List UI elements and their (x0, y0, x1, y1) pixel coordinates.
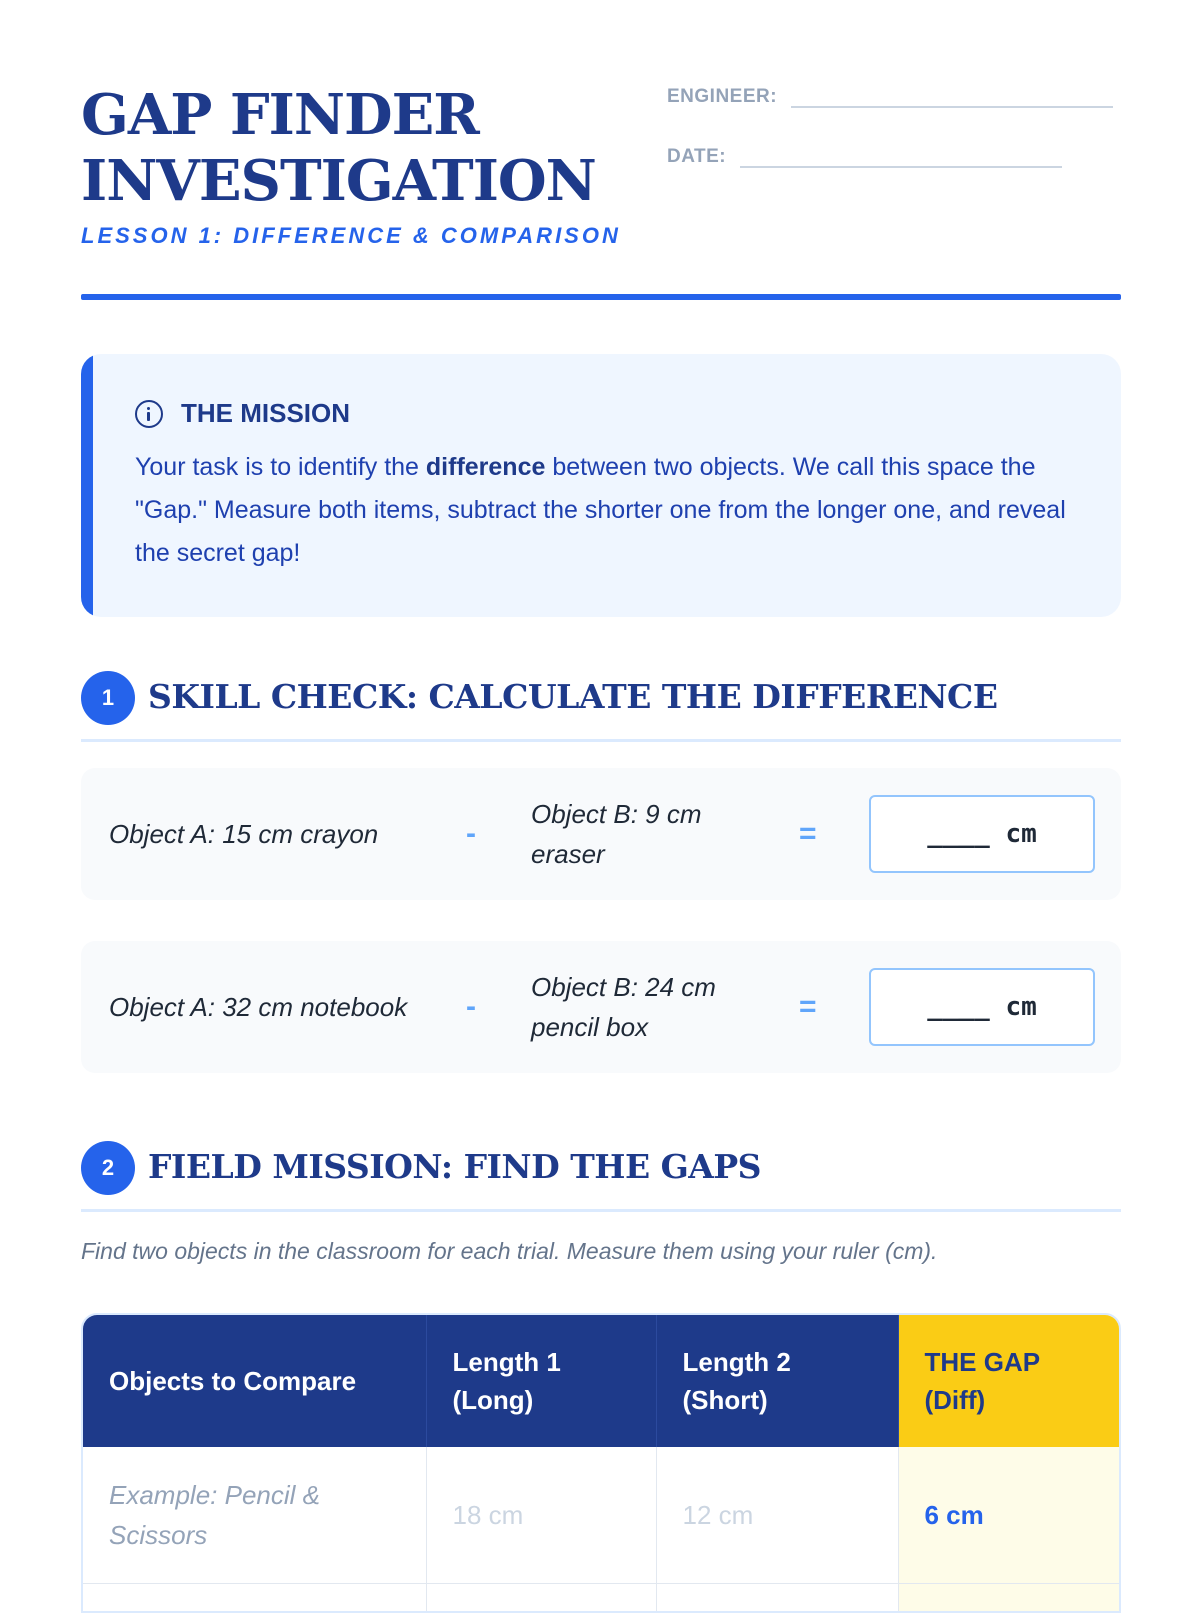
header-objects: Objects to Compare (83, 1315, 426, 1447)
mission-box (81, 354, 1121, 617)
section-1-header (81, 671, 1121, 742)
title-line-1: GAP FINDER (81, 82, 479, 148)
answer-box[interactable]: ____ cm (869, 795, 1095, 873)
length-2-cell[interactable] (656, 1583, 898, 1613)
date-field (667, 146, 1062, 168)
header-length-2: Length 2 (Short) (656, 1315, 898, 1447)
date-label: DATE: (667, 146, 727, 167)
info-icon (135, 400, 163, 428)
engineer-field (667, 86, 1113, 108)
object-b: Object B: 9 cm eraser (531, 799, 702, 869)
section-2-title: FIELD MISSION: FIND THE GAPS (148, 1147, 762, 1186)
section-2-header (81, 1141, 1121, 1212)
instructions-note: Find two objects in the classroom for each trial. Measure them using your ruler (cm). (81, 1238, 938, 1264)
header-divider (81, 294, 1121, 300)
mission-text-start: Your task is to identify the (135, 453, 426, 481)
mission-title: THE MISSION (181, 398, 351, 428)
header-length-1: Length 1 (Long) (426, 1315, 656, 1447)
minus-sign: - (466, 817, 476, 850)
objects-cell[interactable] (83, 1583, 426, 1613)
object-a: Object A: 32 cm notebook (109, 992, 408, 1022)
example-length-2: 12 cm (656, 1447, 898, 1583)
example-length-1: 18 cm (426, 1447, 656, 1583)
gap-cell[interactable] (898, 1583, 1119, 1613)
section-1-number: 1 (81, 671, 135, 725)
section-2-number: 2 (81, 1141, 135, 1195)
header-gap: THE GAP (Diff) (898, 1315, 1119, 1447)
engineer-label: ENGINEER: (667, 86, 778, 107)
object-b: Object B: 24 cm pencil box (531, 972, 716, 1042)
minus-sign: - (466, 990, 476, 1023)
equation-row (81, 768, 1121, 900)
table-header-row (83, 1315, 1119, 1447)
example-gap: 6 cm (898, 1447, 1119, 1583)
object-a: Object A: 15 cm crayon (109, 819, 379, 849)
length-1-cell[interactable] (426, 1583, 656, 1613)
equals-sign: = (799, 817, 817, 850)
section-1-title: SKILL CHECK: CALCULATE THE DIFFERENCE (148, 677, 998, 716)
date-input-line[interactable] (740, 166, 1062, 168)
table-row (83, 1447, 1119, 1583)
lesson-subtitle: LESSON 1: DIFFERENCE & COMPARISON (81, 223, 621, 248)
equals-sign: = (799, 990, 817, 1023)
example-objects: Example: Pencil & Scissors (83, 1447, 426, 1583)
mission-header (135, 398, 350, 429)
equation-row (81, 941, 1121, 1073)
page-title (81, 82, 596, 214)
mission-text-bold: difference (425, 453, 546, 481)
engineer-input-line[interactable] (791, 106, 1113, 108)
title-line-2: INVESTIGATION (81, 148, 596, 214)
answer-box[interactable]: ____ cm (869, 968, 1095, 1046)
gap-table (81, 1313, 1121, 1613)
table-row (83, 1583, 1119, 1613)
mission-text (135, 446, 1075, 575)
mission-text-end: between two objects. We call this space the "Gap." Measure both items, subtract the shorter one from the longer one, and reveal the secret gap! (135, 453, 1066, 567)
